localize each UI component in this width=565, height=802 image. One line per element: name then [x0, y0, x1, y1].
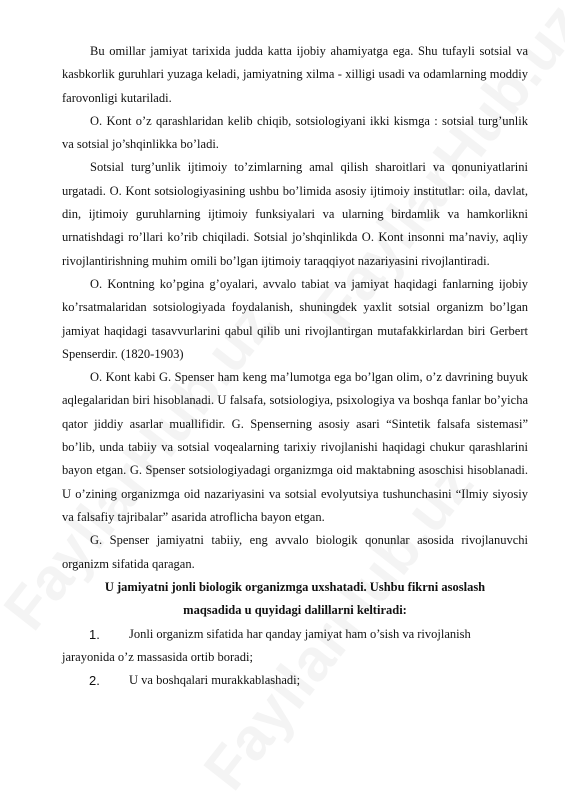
paragraph-3: Sotsial turg’unlik ijtimoiy to’zimlarning amal qilish sharoitlari va qonuniyatlarini urgatadi. O. Kont sotsiologiyasining ushbu bo’limida asosiy ijtimoiy institutlar: oila, davlat, din, ijtimoiy guruhlarning ijtimoiy funksiyalari va ularning birdamlik va hamkorlikni urnatishdagi ro’llari ko’rib chiqiladi. Sotsial jo’shqinlikda O. Kont insonni ma’naviy, aqliy rivojlantirishning muhim omili bo’lgan ijtimoiy taraqqiyot nazariyasini rivojlantiradi.	[62, 160, 528, 268]
paragraph-1: Bu omillar jamiyat tarixida judda katta ijobiy ahamiyatga ega. Shu tufayli sotsial va kasbkorlik guruhlari yuzaga keladi, jamiyatning xilma - xilligi usadi va odamlarning moddiy farovonligi kutariladi.	[62, 44, 528, 105]
list-text: Jonli organizm sifatida har qanday jamiyat ham o’sish va rivojlanish	[129, 626, 471, 641]
list-number: 2.	[89, 673, 100, 689]
list-number: 1.	[89, 626, 100, 642]
list-item-1	[62, 623, 528, 646]
section-heading-line-2: maqsadida u quyidagi dalillarni keltiradi:	[183, 603, 407, 618]
document-page	[62, 40, 528, 693]
paragraph-6: G. Spenser jamiyatni tabiiy, eng avvalo biologik qonunlar asosida rivojlanuvchi organizm sifatida qaragan.	[62, 533, 528, 571]
paragraph-2: O. Kont o’z qarashlaridan kelib chiqib, sotsiologiyani ikki kismga : sotsial turg’unlik va sotsial jo’shqinlikka bo’ladi.	[62, 113, 528, 152]
paragraph-5: O. Kont kabi G. Spenser ham keng ma’lumotga ega bo’lgan olim, o’z davrining buyuk aqlegalaridan biri hisoblanadi. U falsafa, sotsiologiya, psixologiya va boshqa fanlar bo’yicha qator jiddiy asarlar muallifidir. G. Spenserning asosiy asari “Sintetik falsafa sistemasi” bo’lib, unda tabiiy va sotsial voqealarning tarixiy rivojlanishi haqidagi chukur qarashlarini bayon etgan. G. Spenser sotsiologiyadagi organizmga oid maktabning asoschisi hisoblanadi. U o’zining organizmga oid nazariyasini va sotsial evolyutsiya tushunchasini “Ilmiy siyosiy va falsafiy tajribalar” asarida atroflicha bayon etgan.	[62, 370, 528, 524]
list-item-2	[62, 669, 528, 692]
list-text: U va boshqalari murakkablashadi;	[129, 673, 301, 688]
section-heading-line-1: U jamiyatni jonli biologik organizmga uxshatadi. Ushbu fikrni asoslash	[104, 579, 486, 594]
list-item-1-continuation: jarayonida o’z massasida ortib boradi;	[62, 650, 253, 665]
paragraph-4: O. Kontning ko’pgina g’oyalari, avvalo tabiat va jamiyat haqidagi fanlarning ijobiy ko’rsatmalaridan sotsiologiyada foydalanish, shuningdek yaxlit sotsial organizm bo’lgan jamiyat haqidagi tasavvurlarini qabul qilib uni rivojlantirgan mutafakkirlardan biri Gerbert Spenserdir. (1820-1903)	[62, 276, 528, 361]
